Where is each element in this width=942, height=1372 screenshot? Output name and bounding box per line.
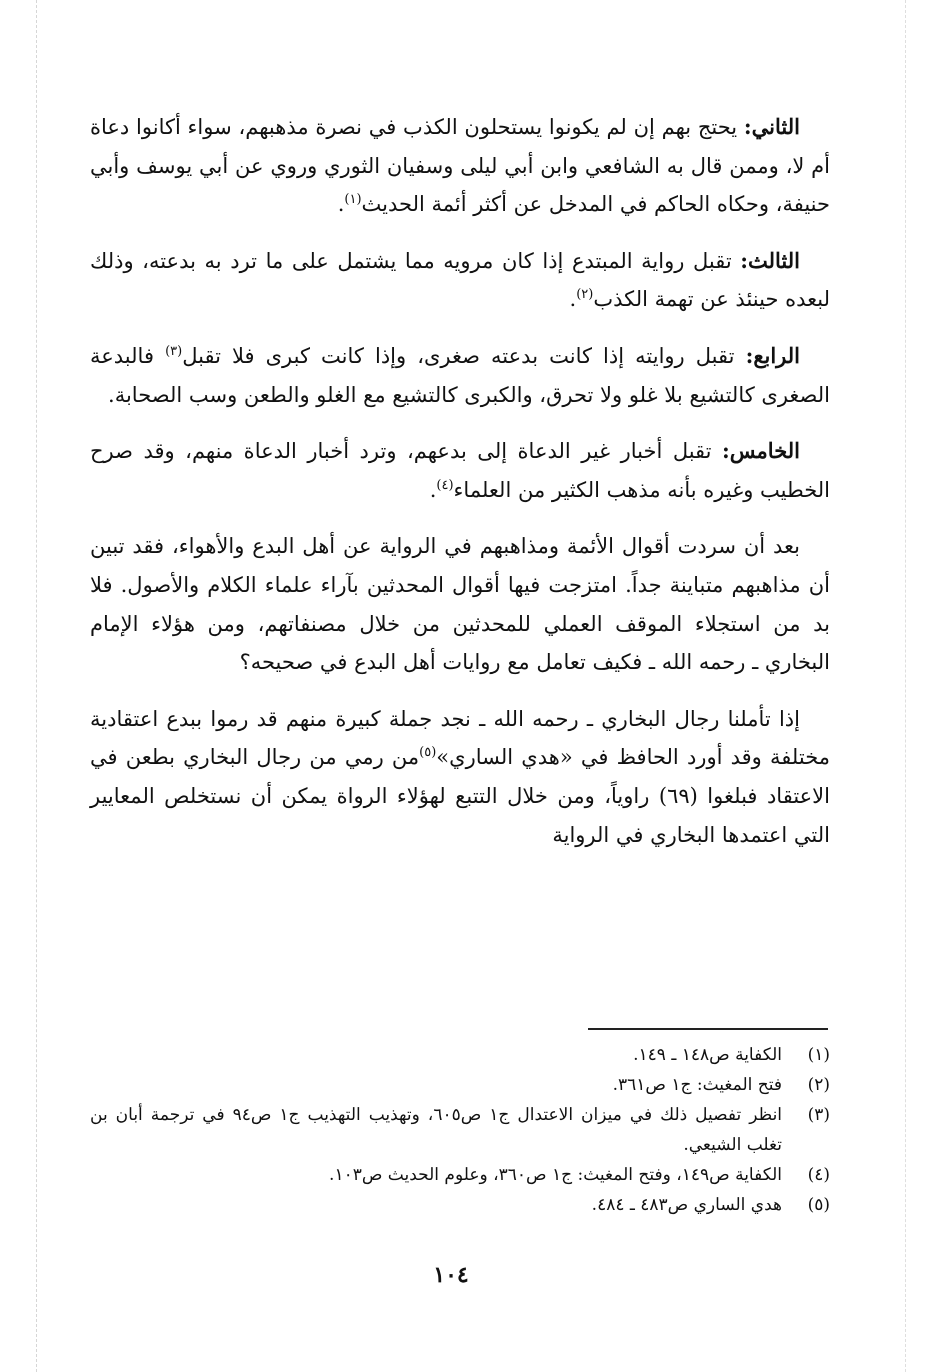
footnote-number: (٥) [807, 1195, 830, 1215]
footnote-item [90, 1160, 830, 1190]
paragraph-discussion [90, 527, 830, 681]
footnote-divider [588, 1028, 828, 1030]
paragraph-tail: من رمي من رجال البخاري بطعن في الاعتقاد فبلغوا (٦٩) راوياً، ومن خلال التتبع لهؤلاء الرواة يمكن أن نستخلص المعايير التي اعتمدها البخاري في الرواية [90, 745, 830, 847]
page-number: ١٠٤ [433, 1262, 469, 1288]
footnote-item [90, 1040, 830, 1070]
paragraph-text: تقبل رواية المبتدع إذا كان مرويه مما يشتمل على ما ترد به بدعته، وذلك لبعده حينئذ عن تهمة الكذب [90, 248, 830, 312]
paragraph-text: يحتج بهم إن لم يكونوا يستحلون الكذب في نصرة مذهبهم، سواء أكانوا دعاة أم لا، وممن قال به الشافعي وابن أبي ليلى وسفيان الثوري وروي عن أبي يوسف وأبي حنيفة، وحكاه الحاكم في المدخل عن أكثر أئمة الحديث [90, 115, 830, 217]
footnote-text: هدي الساري ص٤٨٣ ـ ٤٨٤. [591, 1195, 782, 1215]
footnote-ref: (٣) [165, 343, 183, 359]
footnote-number: (١) [807, 1045, 830, 1065]
footnote-ref: (٤) [436, 477, 454, 493]
scan-edge-right [905, 0, 906, 1372]
paragraph-tail: . [569, 287, 577, 312]
footnote-text: انظر تفصيل ذلك في ميزان الاعتدال ج١ ص٦٠٥، وتهذيب التهذيب ج١ ص٩٤ في ترجمة أبان بن تغلب الشيعي. [90, 1105, 783, 1155]
footnote-number: (٣) [807, 1105, 830, 1125]
paragraph-tail: . [337, 192, 345, 217]
footnote-number: (٢) [807, 1075, 830, 1095]
paragraph-second [90, 108, 830, 224]
paragraph-fourth [90, 337, 830, 414]
footnote-ref: (٥) [419, 745, 437, 761]
paragraph-fifth [90, 432, 830, 509]
footnote-ref: (٢) [576, 287, 594, 303]
paragraph-text: بعد أن سردت أقوال الأئمة ومذاهبهم في الرواية عن أهل البدع والأهواء، فقد تبين أن مذاهبهم متباينة جداً. امتزجت فيها أقوال المحدثين بآراء علماء الكلام والأصول. فلا بد من استجلاء الموقف العملي للمحدثين من خلال مصنفاتهم، ومن هؤلاء الإمام البخاري ـ رحمه الله ـ فكيف تعامل مع روايات أهل البدع في صحيحه؟ [90, 534, 830, 675]
footnotes [90, 1040, 830, 1220]
footnote-item [90, 1100, 830, 1160]
paragraph-label: الثالث: [740, 247, 800, 273]
paragraph-label: الخامس: [722, 438, 800, 464]
footnote-number: (٤) [807, 1165, 830, 1185]
footnote-item [90, 1070, 830, 1100]
footnote-text: الكفاية ص١٤٩، وفتح المغيث: ج١ ص٣٦٠، وعلوم الحديث ص١٠٣. [329, 1165, 782, 1185]
paragraph-tail: فالبدعة الصغرى كالتشيع بلا غلو ولا تحرق، والكبرى كالتشيع مع الغلو والطعن وسب الصحابة. [90, 343, 830, 407]
main-text [90, 108, 830, 872]
paragraph-text: إذا تأملنا رجال البخاري ـ رحمه الله ـ نجد جملة كبيرة منهم قد رموا ببدع اعتقادية مختلفة وقد أورد الحافظ في «هدي الساري» [90, 706, 830, 770]
footnote-text: الكفاية ص١٤٨ ـ ١٤٩. [633, 1045, 782, 1065]
paragraph-tail: . [429, 477, 437, 502]
paragraph-label: الرابع: [745, 342, 800, 368]
footnote-ref: (١) [344, 192, 362, 208]
footnote-item [90, 1190, 830, 1220]
paragraph-text: تقبل أخبار غير الدعاة إلى بدعهم، وترد أخبار الدعاة منهم، وقد صرح الخطيب وغيره بأنه مذهب الكثير من العلماء [90, 439, 830, 502]
footnote-text: فتح المغيث: ج١ ص٣٦١. [612, 1075, 782, 1095]
paragraph-bukhari [90, 700, 830, 854]
paragraph-text: تقبل روايته إذا كانت بدعته صغرى، وإذا كانت كبرى فلا تقبل [182, 343, 746, 368]
scan-edge-left [36, 0, 37, 1372]
paragraph-label: الثاني: [743, 114, 800, 139]
paragraph-third [90, 242, 830, 319]
